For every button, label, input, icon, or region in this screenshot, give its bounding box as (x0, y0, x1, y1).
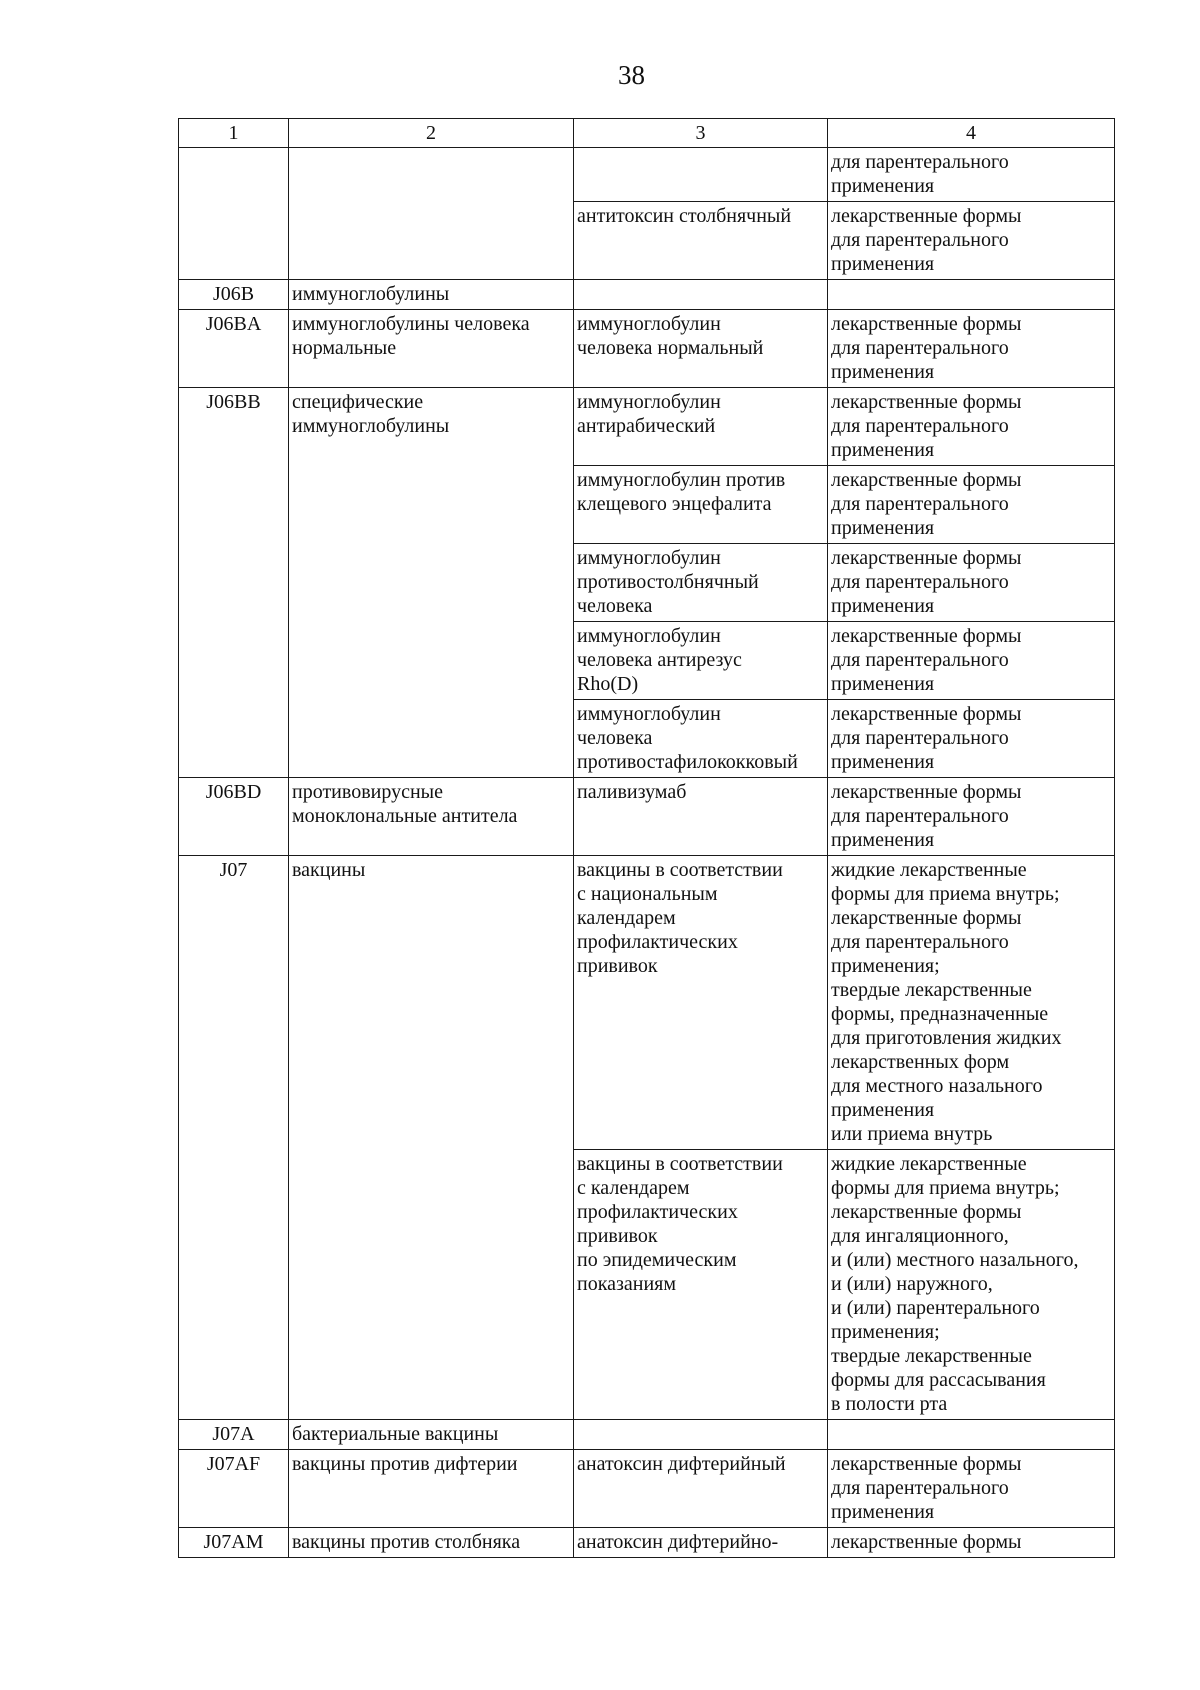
cell-text-line: иммуноглобулины человека (292, 313, 530, 335)
dosage-form-cell (828, 280, 1115, 310)
cell-text-line: применения; (831, 955, 940, 977)
dosage-form-cell (828, 148, 1115, 202)
column-header-4: 4 (828, 119, 1115, 148)
dosage-form-cell (828, 310, 1115, 388)
group-name-cell (289, 1528, 574, 1558)
cell-text-line: применения (831, 439, 935, 461)
cell-text-line: для парентерального (831, 415, 1009, 437)
cell-text-line: антирабический (577, 415, 716, 437)
cell-text-line: для парентерального (831, 1477, 1009, 1499)
cell-text-line: и (или) местного назального, (831, 1249, 1079, 1271)
cell-text-line: для парентерального (831, 649, 1009, 671)
cell-text-line: паливизумаб (577, 781, 687, 803)
cell-text-line: лекарственные формы (831, 1201, 1022, 1223)
atc-code-cell: J07AF (179, 1450, 289, 1528)
dosage-form-cell (828, 388, 1115, 466)
cell-text-line: для парентерального (831, 571, 1009, 593)
table-row (179, 148, 1115, 202)
cell-text-line: лекарственные формы (831, 205, 1022, 227)
table-body (179, 148, 1115, 1558)
cell-text-line: формы для рассасывания (831, 1369, 1046, 1391)
cell-text-line: прививок (577, 1225, 658, 1247)
cell-text-line: календарем (577, 907, 676, 929)
cell-text-line: для парентерального (831, 229, 1009, 251)
atc-code-cell: J06BD (179, 778, 289, 856)
cell-text-line: лекарственных форм (831, 1051, 1010, 1073)
cell-text-line: иммуноглобулин (577, 313, 721, 335)
cell-text-line: применения (831, 751, 935, 773)
cell-text-line: лекарственные формы (831, 313, 1022, 335)
cell-text-line: формы, предназначенные (831, 1003, 1049, 1025)
column-header-1: 1 (179, 119, 289, 148)
dosage-form-cell (828, 1150, 1115, 1420)
cell-text-line: лекарственные формы (831, 625, 1022, 647)
table-row (179, 310, 1115, 388)
dosage-form-cell (828, 1450, 1115, 1528)
cell-text-line: иммуноглобулины (292, 415, 450, 437)
cell-text-line: для парентерального (831, 931, 1009, 953)
group-name-cell (289, 310, 574, 388)
cell-text-line: для местного назального (831, 1075, 1043, 1097)
cell-text-line: иммуноглобулин (577, 391, 721, 413)
cell-text-line: формы для приема внутрь; (831, 883, 1060, 905)
cell-text-line: человека (577, 727, 653, 749)
cell-text-line: моноклональные антитела (292, 805, 518, 827)
cell-text-line: профилактических (577, 1201, 738, 1223)
cell-text-line: иммуноглобулин (577, 625, 721, 647)
dosage-form-cell (828, 202, 1115, 280)
drug-name-cell (574, 544, 828, 622)
drug-name-cell (574, 1450, 828, 1528)
cell-text-line: для парентерального (831, 151, 1009, 173)
table-row (179, 1528, 1115, 1558)
cell-text-line: противостафилококковый (577, 751, 798, 773)
cell-text-line: применения (831, 1501, 935, 1523)
table-row (179, 280, 1115, 310)
cell-text-line: применения (831, 175, 935, 197)
cell-text-line: применения (831, 361, 935, 383)
cell-text-line: вакцины (292, 859, 366, 881)
group-name-cell (289, 148, 574, 280)
cell-text-line: клещевого энцефалита (577, 493, 772, 515)
page-number: 38 (618, 60, 645, 90)
cell-text-line: применения (831, 517, 935, 539)
cell-text-line: вакцины в соответствии (577, 859, 783, 881)
cell-text-line: лекарственные формы (831, 547, 1022, 569)
table-row (179, 388, 1115, 466)
atc-code-cell: J07A (179, 1420, 289, 1450)
cell-text-line: вакцины против столбняка (292, 1531, 521, 1553)
atc-code-cell: J07AM (179, 1528, 289, 1558)
drug-name-cell (574, 856, 828, 1150)
cell-text-line: противовирусные (292, 781, 443, 803)
cell-text-line: лекарственные формы (831, 907, 1022, 929)
drug-name-cell (574, 1528, 828, 1558)
cell-text-line: для парентерального (831, 337, 1009, 359)
cell-text-line: и (или) парентерального (831, 1297, 1040, 1319)
cell-text-line: иммуноглобулины (292, 283, 450, 305)
dosage-form-cell (828, 1420, 1115, 1450)
cell-text-line: Rho(D) (577, 673, 639, 695)
drug-classification-table (178, 118, 1115, 1558)
atc-code-cell: J06BB (179, 388, 289, 778)
cell-text-line: специфические (292, 391, 424, 413)
drug-name-cell (574, 622, 828, 700)
cell-text-line: вакцины против дифтерии (292, 1453, 518, 1475)
drug-name-cell (574, 1150, 828, 1420)
cell-text-line: человека нормальный (577, 337, 764, 359)
cell-text-line: анатоксин дифтерийно- (577, 1531, 779, 1553)
drug-name-cell (574, 280, 828, 310)
cell-text-line: применения (831, 673, 935, 695)
table-row (179, 1450, 1115, 1528)
cell-text-line: лекарственные формы (831, 1531, 1022, 1553)
cell-text-line: иммуноглобулин (577, 547, 721, 569)
group-name-cell (289, 778, 574, 856)
column-header-2: 2 (289, 119, 574, 148)
dosage-form-cell (828, 700, 1115, 778)
cell-text-line: лекарственные формы (831, 391, 1022, 413)
group-name-cell (289, 856, 574, 1420)
cell-text-line: профилактических (577, 931, 738, 953)
cell-text-line: для приготовления жидких (831, 1027, 1062, 1049)
dosage-form-cell (828, 466, 1115, 544)
cell-text-line: применения (831, 829, 935, 851)
cell-text-line: с национальным (577, 883, 718, 905)
cell-text-line: для парентерального (831, 493, 1009, 515)
cell-text-line: жидкие лекарственные (831, 859, 1027, 881)
cell-text-line: противостолбнячный (577, 571, 759, 593)
cell-text-line: для ингаляционного, (831, 1225, 1009, 1247)
cell-text-line: анатоксин дифтерийный (577, 1453, 786, 1475)
cell-text-line: нормальные (292, 337, 397, 359)
cell-text-line: прививок (577, 955, 658, 977)
cell-text-line: твердые лекарственные (831, 1345, 1032, 1367)
cell-text-line: по эпидемическим (577, 1249, 737, 1271)
cell-text-line: или приема внутрь (831, 1123, 993, 1145)
cell-text-line: с календарем (577, 1177, 690, 1199)
group-name-cell (289, 280, 574, 310)
cell-text-line: применения (831, 253, 935, 275)
drug-name-cell (574, 700, 828, 778)
cell-text-line: в полости рта (831, 1393, 948, 1415)
drug-name-cell (574, 310, 828, 388)
dosage-form-cell (828, 856, 1115, 1150)
cell-text-line: иммуноглобулин против (577, 469, 786, 491)
cell-text-line: для парентерального (831, 805, 1009, 827)
atc-code-cell: J06BA (179, 310, 289, 388)
atc-code-cell: J07 (179, 856, 289, 1420)
cell-text-line: формы для приема внутрь; (831, 1177, 1060, 1199)
drug-name-cell (574, 388, 828, 466)
table-row (179, 856, 1115, 1150)
table-row (179, 1420, 1115, 1450)
atc-code-cell: J06B (179, 280, 289, 310)
cell-text-line: лекарственные формы (831, 781, 1022, 803)
table-header-row (179, 119, 1115, 148)
cell-text-line: лекарственные формы (831, 703, 1022, 725)
drug-name-cell (574, 148, 828, 202)
cell-text-line: показаниям (577, 1273, 677, 1295)
cell-text-line: лекарственные формы (831, 1453, 1022, 1475)
cell-text-line: вакцины в соответствии (577, 1153, 783, 1175)
group-name-cell (289, 1420, 574, 1450)
column-header-3: 3 (574, 119, 828, 148)
group-name-cell (289, 388, 574, 778)
group-name-cell (289, 1450, 574, 1528)
cell-text-line: антитоксин столбнячный (577, 205, 792, 227)
cell-text-line: для парентерального (831, 727, 1009, 749)
atc-code-cell (179, 148, 289, 280)
cell-text-line: человека антирезус (577, 649, 742, 671)
dosage-form-cell (828, 778, 1115, 856)
cell-text-line: иммуноглобулин (577, 703, 721, 725)
cell-text-line: жидкие лекарственные (831, 1153, 1027, 1175)
cell-text-line: применения; (831, 1321, 940, 1343)
cell-text-line: человека (577, 595, 653, 617)
cell-text-line: применения (831, 595, 935, 617)
table-row (179, 778, 1115, 856)
dosage-form-cell (828, 1528, 1115, 1558)
cell-text-line: твердые лекарственные (831, 979, 1032, 1001)
drug-name-cell (574, 466, 828, 544)
dosage-form-cell (828, 544, 1115, 622)
cell-text-line: бактериальные вакцины (292, 1423, 499, 1445)
drug-name-cell (574, 1420, 828, 1450)
drug-name-cell (574, 202, 828, 280)
dosage-form-cell (828, 622, 1115, 700)
cell-text-line: и (или) наружного, (831, 1273, 993, 1295)
cell-text-line: лекарственные формы (831, 469, 1022, 491)
drug-name-cell (574, 778, 828, 856)
cell-text-line: применения (831, 1099, 935, 1121)
